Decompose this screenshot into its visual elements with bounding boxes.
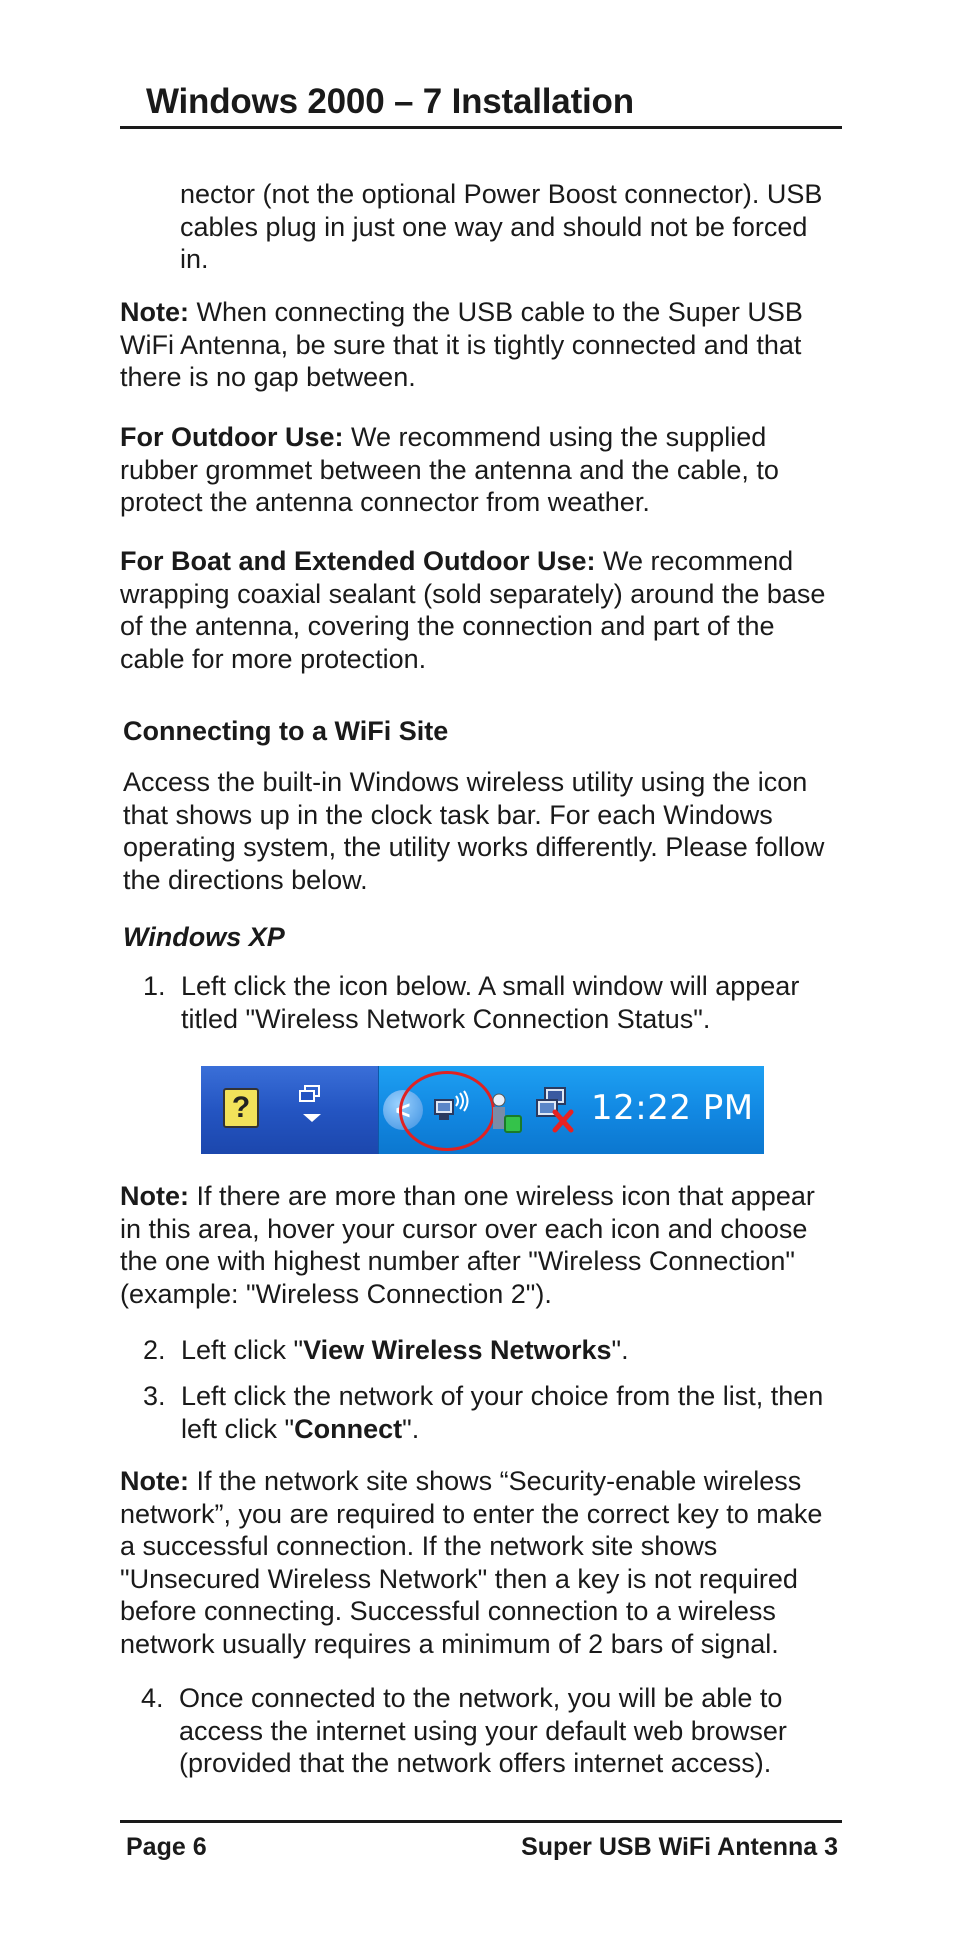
step-text: Left click the icon below. A small window will appear titled "Wireless Network Connection Status". — [181, 971, 800, 1034]
step-number: 1. — [143, 971, 166, 1001]
step-text: Once connected to the network, you will be able to access the internet using your default web browser (provided that the network offers internet access). — [179, 1683, 787, 1778]
step-number: 3. — [143, 1381, 166, 1411]
note-text: When connecting the USB cable to the Super USB WiFi Antenna, be sure that it is tightly connected and that there is no gap between. — [120, 297, 803, 392]
header-rule — [120, 126, 842, 129]
continuation-paragraph: nector (not the optional Power Boost connector). USB cables plug in just one way and should not be forced in. — [180, 179, 823, 274]
note-text: If there are more than one wireless icon that appear in this area, hover your cursor over each icon and choose the one with highest number after "Wireless Connection" (example: "Wireless Connection 2"). — [120, 1181, 815, 1309]
connect-label: Connect — [294, 1413, 403, 1444]
note-label: Note: — [120, 297, 189, 327]
section-body: Access the built-in Windows wireless utility using the icon that shows up in the clock task bar. For each Windows operating system, the utility works differently. Please follow the directions below. — [123, 767, 825, 895]
system-tray — [378, 1066, 764, 1154]
note-security — [120, 1465, 842, 1660]
chevron-left-icon[interactable]: < — [383, 1090, 423, 1130]
note-label: Note: — [120, 1466, 189, 1496]
footer-rule — [120, 1820, 842, 1823]
outdoor-use-paragraph — [120, 421, 842, 519]
boat-use-paragraph — [120, 545, 842, 675]
boat-text: We recommend wrapping coaxial sealant (sold separately) around the base of the antenna, covering the connection and part of the cable for more protection. — [120, 546, 826, 674]
disconnected-network-icon — [535, 1086, 575, 1134]
help-icon: ? — [223, 1088, 259, 1128]
step-text — [181, 1380, 841, 1445]
step-number: 2. — [143, 1335, 166, 1365]
highlight-circle — [399, 1071, 495, 1151]
page-title: Windows 2000 – 7 Installation — [146, 82, 634, 121]
note-text: If the network site shows “Security-enable wireless network”, you are required to enter the correct key to make a successful connection. If the network site shows "Unsecured Wireless Network" then a key is not required before connecting. Successful connection to a wireless network usually requires a minimum of 2 bars of signal. — [120, 1466, 823, 1659]
step-text-pre: Left click the network of your choice from the list, then left click " — [181, 1381, 824, 1444]
step-4 — [141, 1682, 841, 1782]
step-text — [181, 1334, 841, 1367]
clock-time: 12:22 PM — [591, 1088, 754, 1128]
page-number: Page 6 — [126, 1833, 207, 1861]
step-text-post: ". — [402, 1413, 420, 1444]
taskbar-screenshot — [201, 1066, 763, 1154]
step-1 — [143, 970, 843, 1040]
os-subtitle: Windows XP — [123, 922, 285, 952]
windows-restore-icon — [297, 1084, 327, 1134]
user-network-icon — [489, 1092, 523, 1134]
step-3 — [143, 1380, 843, 1448]
note-label: Note: — [120, 1181, 189, 1211]
step-2 — [143, 1334, 843, 1368]
outdoor-text: We recommend using the supplied rubber grommet between the antenna and the cable, to protect the antenna connector from weather. — [120, 422, 779, 517]
boat-label: For Boat and Extended Outdoor Use: — [120, 546, 596, 576]
note-multiple-icons — [120, 1180, 842, 1310]
step-text-post: ". — [611, 1335, 629, 1365]
note-usb-connection — [120, 296, 842, 394]
step-number: 4. — [141, 1683, 164, 1713]
view-wireless-networks-label: View Wireless Networks — [303, 1335, 612, 1365]
step-text-pre: Left click " — [181, 1335, 304, 1365]
product-name: Super USB WiFi Antenna 3 — [521, 1833, 838, 1861]
section-title: Connecting to a WiFi Site — [123, 716, 449, 746]
outdoor-label: For Outdoor Use: — [120, 422, 344, 452]
